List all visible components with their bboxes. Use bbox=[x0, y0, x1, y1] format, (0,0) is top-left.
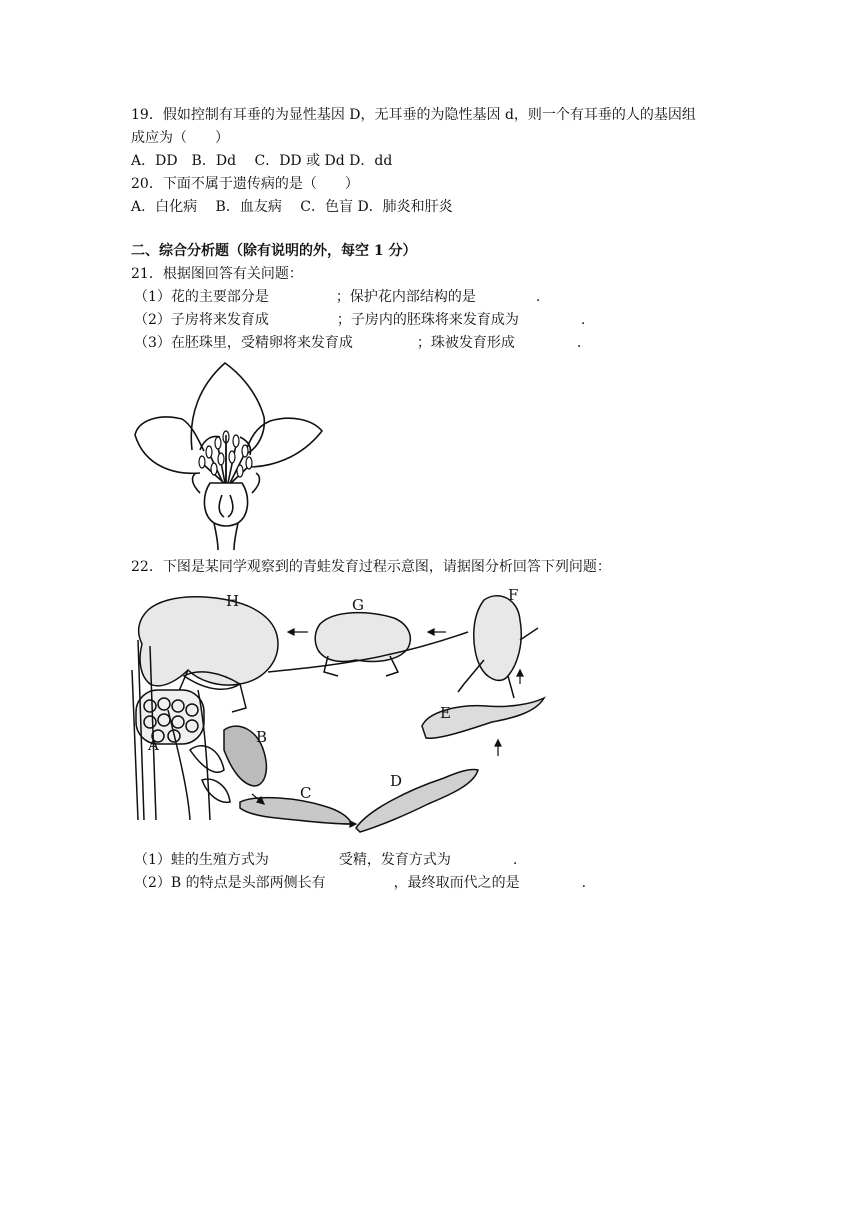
frog-life-cycle-diagram bbox=[128, 580, 548, 842]
q21-part1-c: . bbox=[535, 289, 541, 305]
q21-part3-a: （3）在胚珠里，受精卵将来发育成 bbox=[134, 335, 353, 351]
q22-part1-b: 受精，发育方式为 bbox=[338, 852, 451, 868]
q21-part2-a: （2）子房将来发育成 bbox=[134, 312, 269, 328]
flower-diagram bbox=[130, 355, 325, 550]
q22-part2-a: （2）B 的特点是头部两侧长有 bbox=[134, 875, 326, 891]
label-g: G bbox=[352, 596, 364, 614]
q19-options: A．DD B．Dd C．DD 或 Dd D．dd bbox=[131, 153, 393, 169]
q21-stem: 21．根据图回答有关问题： bbox=[131, 266, 303, 282]
q22-part1 bbox=[134, 850, 517, 870]
label-b: B bbox=[256, 728, 268, 746]
tadpole-d-icon bbox=[356, 769, 478, 832]
q22-part2-b: ，最终取而代之的是 bbox=[393, 875, 520, 891]
q19-line2: 成应为（ ） bbox=[131, 130, 229, 146]
section2-title: 二、综合分析题（除有说明的外，每空 1 分） bbox=[131, 243, 417, 259]
q21-part1-a: （1）花的主要部分是 bbox=[134, 289, 269, 305]
q21-part3 bbox=[134, 333, 581, 353]
q22-part1-a: （1）蛙的生殖方式为 bbox=[134, 852, 269, 868]
label-d: D bbox=[390, 772, 403, 790]
q21-part1-b: ；保护花内部结构的是 bbox=[335, 289, 476, 305]
label-a: A bbox=[148, 736, 159, 754]
q21-part3-b: ；珠被发育形成 bbox=[416, 335, 515, 351]
q21-part1 bbox=[134, 287, 540, 307]
frog-f-icon bbox=[474, 596, 522, 681]
q22-part1-c: . bbox=[512, 852, 518, 868]
q22-part2 bbox=[134, 873, 586, 893]
q21-part2-b: ；子房内的胚珠将来发育成为 bbox=[336, 312, 519, 328]
label-f: F bbox=[508, 586, 519, 604]
q19-line1: 19．假如控制有耳垂的为显性基因 D，无耳垂的为隐性基因 d，则一个有耳垂的人的基因组 bbox=[131, 107, 696, 123]
label-h: H bbox=[226, 592, 240, 610]
q21-part3-c: . bbox=[576, 335, 582, 351]
q20-options: A．白化病 B．血友病 C．色盲 D．肺炎和肝炎 bbox=[131, 199, 453, 215]
q21-part2 bbox=[134, 310, 585, 330]
q20-stem: 20．下面不属于遗传病的是（ ） bbox=[131, 176, 359, 192]
label-c: C bbox=[300, 784, 312, 802]
q22-part2-c: . bbox=[581, 875, 587, 891]
frog-g-icon bbox=[315, 613, 410, 662]
label-e: E bbox=[440, 704, 451, 722]
q21-part2-c: . bbox=[580, 312, 586, 328]
q22-stem: 22．下图是某同学观察到的青蛙发育过程示意图，请据图分析回答下列问题： bbox=[131, 559, 611, 575]
